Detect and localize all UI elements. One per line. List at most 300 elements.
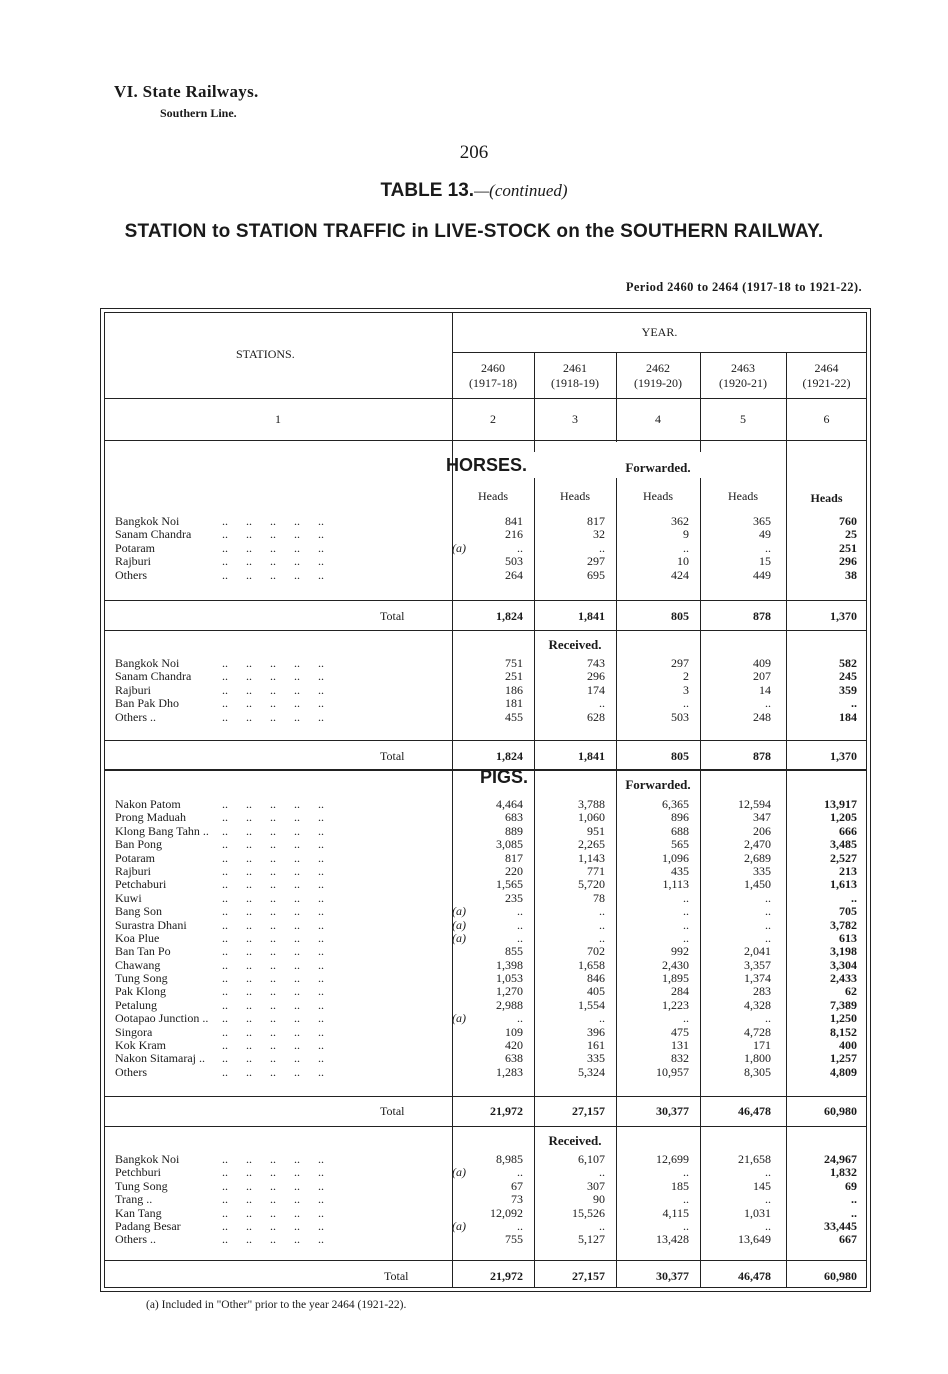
table-cell: 628: [587, 709, 605, 724]
leader-dot-row: .. .. .. .. ..: [222, 1038, 324, 1053]
table-cell: 1,031: [744, 1205, 771, 1220]
table-cell: 2,041: [744, 944, 771, 959]
col-number-3: 3: [572, 412, 578, 426]
table-cell: 3,357: [744, 957, 771, 972]
station-name: Rajburi: [115, 682, 151, 697]
value-column-6: [789, 657, 857, 724]
table-cell: 131: [671, 1038, 689, 1053]
table-cell: 846: [587, 971, 605, 986]
table-cell: 751: [505, 656, 523, 670]
station-name: Bang Son: [115, 904, 163, 919]
leader-dot-row: .. .. .. .. ..: [222, 567, 324, 582]
series-heading: VI. State Railways.: [114, 82, 259, 101]
table-cell: 21,658: [738, 1152, 771, 1166]
leader-dot-row: .. .. .. .. ..: [222, 863, 324, 878]
table-cell: 8,152: [830, 1024, 857, 1039]
table-cell: 1,613: [830, 877, 857, 892]
leader-dot-row: .. .. .. .. ..: [222, 810, 324, 825]
table-cell: ..: [683, 1011, 689, 1026]
station-name: Trang ..: [115, 1192, 153, 1207]
table-cell: 184: [839, 709, 857, 724]
value-column-2: [455, 515, 523, 582]
table-cell: 1,398: [496, 957, 523, 972]
leader-dot-row: .. .. .. .. ..: [222, 837, 324, 852]
table-cell: 2,689: [744, 850, 771, 865]
station-name: Bangkok Noi: [115, 514, 180, 528]
table-cell: 296: [587, 669, 605, 684]
table-cell: 582: [839, 656, 857, 670]
station-name: Others: [115, 567, 147, 582]
value-column-4: [619, 798, 689, 1079]
station-name: Ban Tan Po: [115, 944, 171, 959]
station-name: Chawang: [115, 957, 161, 972]
total-value: 805: [671, 749, 689, 763]
table-cell: 3,198: [830, 944, 857, 959]
total-label: Total: [380, 749, 405, 763]
table-cell: 1,223: [662, 997, 689, 1012]
table-cell: 33,445: [824, 1218, 857, 1233]
table-cell: ..: [517, 540, 523, 555]
leader-dots: [222, 798, 324, 1079]
station-name: Ban Pak Dho: [115, 696, 179, 711]
table-cell: 335: [753, 863, 771, 878]
station-name: Petalung: [115, 997, 157, 1012]
table-cell: 688: [671, 823, 689, 838]
note-mark: (a): [452, 1011, 466, 1026]
table-cell: ..: [599, 904, 605, 919]
note-mark: (a): [452, 1165, 466, 1180]
unit-label: Heads: [643, 489, 673, 503]
value-column-4: [619, 657, 689, 724]
table-cell: 8,985: [496, 1152, 523, 1166]
value-column-3: [537, 515, 605, 582]
table-cell: ..: [683, 540, 689, 555]
leader-dot-row: .. .. .. .. ..: [222, 877, 324, 892]
leader-dot-row: .. .. .. .. ..: [222, 1011, 324, 1026]
leader-dot-row: .. .. .. .. ..: [222, 669, 324, 684]
table-cell: 1,270: [496, 984, 523, 999]
unit-label: Heads: [478, 489, 508, 503]
table-cell: 216: [505, 527, 523, 542]
table-cell: 307: [587, 1178, 605, 1193]
leader-dot-row: .. .. .. .. ..: [222, 554, 324, 569]
table-cell: 1,374: [744, 971, 771, 986]
total-value: 1,824: [496, 609, 523, 623]
total-value: 30,377: [656, 1104, 689, 1118]
station-name: Surastra Dhani: [115, 917, 187, 932]
table-cell: 8,305: [744, 1064, 771, 1079]
table-cell: 449: [753, 567, 771, 582]
station-name: Nakon Patom: [115, 797, 181, 811]
leader-dot-row: .. .. .. .. ..: [222, 514, 324, 528]
station-name: Rajburi: [115, 863, 151, 878]
rule-year: [452, 352, 867, 353]
table-title: STATION to STATION TRAFFIC in LIVE-STOCK on the SOUTHERN RAILWAY.: [124, 221, 824, 242]
table-cell: 755: [505, 1232, 523, 1247]
table-cell: ..: [765, 917, 771, 932]
total-value: 878: [753, 749, 771, 763]
table-cell: 1,800: [744, 1051, 771, 1066]
rule-pigs-fwd-total-bottom: [104, 1126, 867, 1127]
table-cell: 896: [671, 810, 689, 825]
table-cell: 2,527: [830, 850, 857, 865]
footnote: (a) Included in "Other" prior to the year 2464 (1921-22).: [146, 1299, 407, 1311]
table-cell: 90: [593, 1192, 605, 1207]
table-cell: 666: [839, 823, 857, 838]
table-cell: ..: [599, 917, 605, 932]
table-cell: 145: [753, 1178, 771, 1193]
table-cell: 284: [671, 984, 689, 999]
station-name: Klong Bang Tahn ..: [115, 823, 209, 838]
station-name: Singora: [115, 1024, 153, 1039]
table-cell: 2,265: [578, 837, 605, 852]
table-cell: 2,430: [662, 957, 689, 972]
total-value: 1,841: [578, 609, 605, 623]
period-label: Period 2460 to 2464 (1917-18 to 1921-22).: [625, 280, 862, 294]
year-range: (1921-22): [802, 376, 851, 390]
station-name: Nakon Sitamaraj ..: [115, 1051, 205, 1066]
table-cell: ..: [683, 930, 689, 945]
year-col-4: [616, 361, 700, 391]
year-range: (1917-18): [469, 376, 517, 390]
table-cell: ..: [599, 1218, 605, 1233]
leader-dot-row: .. .. .. .. ..: [222, 957, 324, 972]
station-name: Sanam Chandra: [115, 527, 192, 542]
total-label: Total: [380, 1104, 405, 1118]
leader-dot-row: .. .. .. .. ..: [222, 904, 324, 919]
table-cell: 12,092: [490, 1205, 523, 1220]
table-cell: 1,205: [830, 810, 857, 825]
total-value: 60,980: [824, 1104, 857, 1118]
table-cell: 283: [753, 984, 771, 999]
leader-dot-row: .. .. .. .. ..: [222, 540, 324, 555]
table-cell: 49: [759, 527, 771, 542]
value-column-3: [537, 657, 605, 724]
leader-dots: [222, 657, 324, 724]
station-name: Kan Tang: [115, 1205, 162, 1220]
table-cell: ..: [851, 1205, 857, 1220]
table-cell: 638: [505, 1051, 523, 1066]
note-mark: (a): [452, 917, 466, 932]
rule-col-2-body: [534, 478, 535, 1288]
value-column-6: [789, 1153, 857, 1247]
table-cell: 6,107: [578, 1152, 605, 1166]
table-cell: 14: [759, 682, 771, 697]
leader-dot-row: .. .. .. .. ..: [222, 797, 324, 811]
table-cell: 32: [593, 527, 605, 542]
value-column-4: [619, 1153, 689, 1247]
station-names: [115, 798, 209, 1079]
table-cell: 3,788: [578, 797, 605, 811]
table-cell: 1,565: [496, 877, 523, 892]
note-mark: (a): [452, 904, 466, 919]
year-header: YEAR.: [641, 325, 678, 339]
table-cell: ..: [599, 930, 605, 945]
table-cell: 347: [753, 810, 771, 825]
note-mark: (a): [452, 540, 466, 555]
table-cell: 2,470: [744, 837, 771, 852]
total-value: 27,157: [572, 1269, 605, 1283]
table-cell: 1,895: [662, 971, 689, 986]
table-cell: 264: [505, 567, 523, 582]
table-cell: 296: [839, 554, 857, 569]
table-cell: ..: [683, 917, 689, 932]
table-cell: 817: [587, 514, 605, 528]
table-cell: 15: [759, 554, 771, 569]
table-cell: ..: [517, 1165, 523, 1180]
station-name: Sanam Chandra: [115, 669, 192, 684]
table-cell: 62: [845, 984, 857, 999]
station-name: Tung Song: [115, 1178, 168, 1193]
leader-dots: [222, 515, 324, 582]
year-label: 2464: [814, 361, 839, 375]
table-cell: 2,433: [830, 971, 857, 986]
year-range: (1918-19): [551, 376, 599, 390]
year-label: 2460: [481, 361, 505, 375]
station-name: Others: [115, 1064, 147, 1079]
table-cell: ..: [683, 1192, 689, 1207]
table-cell: 817: [505, 850, 523, 865]
station-names: [115, 515, 191, 582]
station-name: Bangkok Noi: [115, 656, 180, 670]
table-cell: ..: [517, 930, 523, 945]
table-cell: 207: [753, 669, 771, 684]
note-mark: (a): [452, 1218, 466, 1233]
table-cell: 1,250: [830, 1011, 857, 1026]
station-name: Potaram: [115, 540, 155, 555]
rule-horses-fwd-total-bottom: [104, 630, 867, 631]
table-cell: 503: [671, 709, 689, 724]
table-cell: 435: [671, 863, 689, 878]
table-cell: ..: [851, 890, 857, 905]
station-name: Ootapao Junction ..: [115, 1011, 209, 1026]
station-name: Koa Plue: [115, 930, 160, 945]
leader-dot-row: .. .. .. .. ..: [222, 1024, 324, 1039]
table-cell: 3: [683, 682, 689, 697]
table-cell: 5,720: [578, 877, 605, 892]
table-cell: 1,053: [496, 971, 523, 986]
table-cell: 4,728: [744, 1024, 771, 1039]
pigs-title: PIGS.: [480, 767, 529, 787]
total-label: Total: [384, 1269, 409, 1283]
table-cell: 365: [753, 514, 771, 528]
total-value: 46,478: [738, 1104, 771, 1118]
value-column-2: [455, 657, 523, 724]
leader-dot-row: .. .. .. .. ..: [222, 656, 324, 670]
value-column-5: [703, 1153, 771, 1247]
unit-label: Heads: [810, 491, 843, 505]
unit-label: Heads: [728, 489, 758, 503]
table-cell: ..: [765, 904, 771, 919]
table-cell: ..: [683, 1165, 689, 1180]
total-value: 30,377: [656, 1269, 689, 1283]
rule-pigs-fwd-total-top: [104, 1096, 867, 1097]
table-cell: 7,389: [830, 997, 857, 1012]
table-cell: 245: [839, 669, 857, 684]
table-cell: 5,127: [578, 1232, 605, 1247]
leader-dot-row: .. .. .. .. ..: [222, 709, 324, 724]
table-cell: 1,143: [578, 850, 605, 865]
table-cell: 161: [587, 1038, 605, 1053]
horses-title: HORSES.: [446, 455, 528, 475]
table-cell: 832: [671, 1051, 689, 1066]
rule-horses-rec-total-top: [104, 740, 867, 741]
line-heading: Southern Line.: [160, 106, 237, 120]
table-cell: 12,594: [738, 797, 771, 811]
table-cell: 992: [671, 944, 689, 959]
year-col-3: [534, 361, 616, 391]
total-value: 27,157: [572, 1104, 605, 1118]
rule-horses-fwd-total-top: [104, 600, 867, 601]
leader-dot-row: .. .. .. .. ..: [222, 682, 324, 697]
table-cell: ..: [517, 1218, 523, 1233]
station-name: Prong Maduah: [115, 810, 186, 825]
table-cell: 186: [505, 682, 523, 697]
unit-label: Heads: [560, 489, 590, 503]
value-column-5: [703, 515, 771, 582]
leader-dot-row: .. .. .. .. ..: [222, 917, 324, 932]
table-cell: 3,485: [830, 837, 857, 852]
station-name: Petchaburi: [115, 877, 167, 892]
table-cell: 78: [593, 890, 605, 905]
station-name: Tung Song: [115, 971, 168, 986]
table-cell: ..: [765, 890, 771, 905]
leader-dot-row: .. .. .. .. ..: [222, 1178, 324, 1193]
table-cell: 1,283: [496, 1064, 523, 1079]
table-cell: ..: [683, 696, 689, 711]
leader-dot-row: .. .. .. .. ..: [222, 823, 324, 838]
leader-dot-row: .. .. .. .. ..: [222, 944, 324, 959]
station-names: [115, 1153, 181, 1247]
leader-dot-row: .. .. .. .. ..: [222, 850, 324, 865]
table-cell: 702: [587, 944, 605, 959]
station-name: Padang Besar: [115, 1218, 181, 1233]
table-cell: 69: [845, 1178, 857, 1193]
station-name: Others ..: [115, 1232, 156, 1247]
value-column-2: [455, 1153, 523, 1247]
table-cell: 248: [753, 709, 771, 724]
table-cell: 171: [753, 1038, 771, 1053]
total-value: 1,370: [830, 749, 857, 763]
total-value: 1,370: [830, 609, 857, 623]
table-cell: 3,782: [830, 917, 857, 932]
table-cell: 705: [839, 904, 857, 919]
leader-dot-row: .. .. .. .. ..: [222, 696, 324, 711]
table-cell: 10: [677, 554, 689, 569]
station-name: Potaram: [115, 850, 155, 865]
table-cell: ..: [851, 1192, 857, 1207]
table-cell: 889: [505, 823, 523, 838]
table-cell: 503: [505, 554, 523, 569]
pigs-received-label: Received.: [548, 1133, 602, 1148]
table-cell: 405: [587, 984, 605, 999]
table-cell: ..: [517, 1011, 523, 1026]
leader-dot-row: .. .. .. .. ..: [222, 1064, 324, 1079]
table-cell: 73: [511, 1192, 523, 1207]
table-cell: ..: [765, 1218, 771, 1233]
table-cell: 409: [753, 656, 771, 670]
table-cell: 3,085: [496, 837, 523, 852]
table-cell: 13,649: [738, 1232, 771, 1247]
table-cell: 12,699: [656, 1152, 689, 1166]
table-cell: 420: [505, 1038, 523, 1053]
rule-pigs-rec-total-top: [104, 1260, 867, 1261]
col-number-5: 5: [740, 412, 746, 426]
table-cell: 10,957: [656, 1064, 689, 1079]
rule-header: [104, 398, 867, 399]
year-col-2: [452, 361, 534, 391]
total-value: 21,972: [490, 1104, 523, 1118]
total-value: 21,972: [490, 1269, 523, 1283]
station-name: Others ..: [115, 709, 156, 724]
table-cell: 297: [671, 656, 689, 670]
table-cell: ..: [851, 696, 857, 711]
total-value: 60,980: [824, 1269, 857, 1283]
leader-dot-row: .. .. .. .. ..: [222, 527, 324, 542]
table-cell: ..: [765, 540, 771, 555]
table-cell: 359: [839, 682, 857, 697]
leader-dot-row: .. .. .. .. ..: [222, 984, 324, 999]
station-names: [115, 657, 191, 724]
table-cell: 400: [839, 1038, 857, 1053]
year-label: 2463: [731, 361, 755, 375]
table-cell: 695: [587, 567, 605, 582]
table-cell: 4,464: [496, 797, 523, 811]
table-cell: 251: [839, 540, 857, 555]
leader-dot-row: .. .. .. .. ..: [222, 1192, 324, 1207]
year-col-6: [786, 361, 867, 391]
table-cell: 1,113: [662, 877, 689, 892]
year-label: 2462: [646, 361, 670, 375]
table-cell: 3,304: [830, 957, 857, 972]
col-number-2: 2: [490, 412, 496, 426]
table-cell: 213: [839, 863, 857, 878]
station-name: Pak Klong: [115, 984, 166, 999]
table-cell: 455: [505, 709, 523, 724]
table-cell: ..: [599, 1011, 605, 1026]
table-cell: ..: [765, 930, 771, 945]
table-cell: 251: [505, 669, 523, 684]
table-cell: ..: [765, 696, 771, 711]
table-cell: 613: [839, 930, 857, 945]
table-cell: 220: [505, 863, 523, 878]
table-cell: 67: [511, 1178, 523, 1193]
table-cell: ..: [683, 904, 689, 919]
table-cell: 206: [753, 823, 771, 838]
table-cell: 1,658: [578, 957, 605, 972]
table-continued: —(continued): [474, 181, 568, 200]
table-cell: 174: [587, 682, 605, 697]
leader-dot-row: .. .. .. .. ..: [222, 1218, 324, 1233]
table-cell: 771: [587, 863, 605, 878]
table-cell: 1,450: [744, 877, 771, 892]
col-number-4: 4: [655, 412, 661, 426]
value-column-3: [537, 1153, 605, 1247]
station-name: Bangkok Noi: [115, 1152, 180, 1166]
table-cell: ..: [599, 540, 605, 555]
value-column-5: [703, 657, 771, 724]
station-name: Rajburi: [115, 554, 151, 569]
total-value: 805: [671, 609, 689, 623]
station-name: Kuwi: [115, 890, 142, 905]
table-cell: 743: [587, 656, 605, 670]
value-column-6: [789, 798, 857, 1079]
total-label: Total: [380, 609, 405, 623]
leader-dots: [222, 1153, 324, 1247]
rule-col-3-body: [616, 478, 617, 1288]
page-number: 206: [459, 142, 489, 163]
rule-colnum: [104, 440, 867, 441]
